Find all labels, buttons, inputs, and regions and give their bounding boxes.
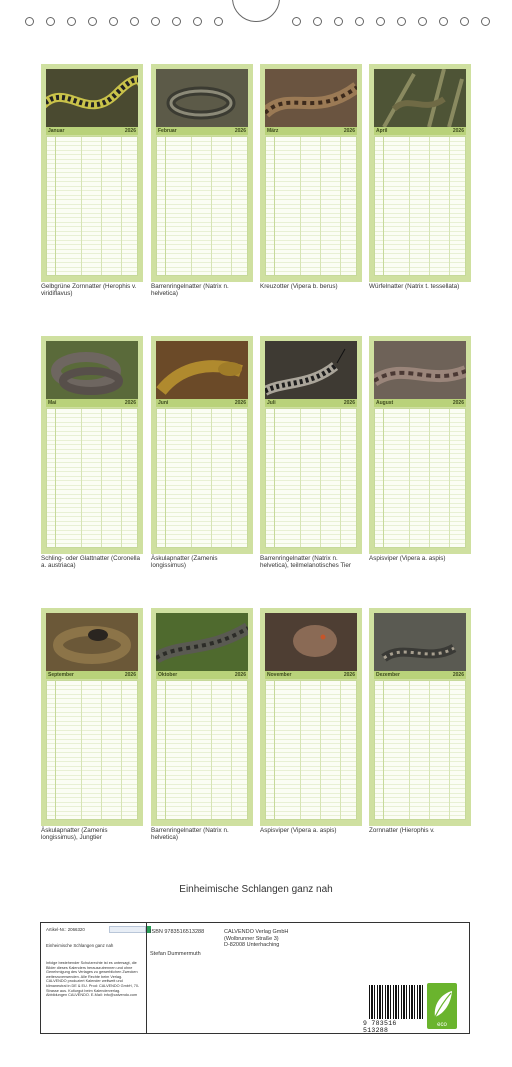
month-caption: Zornnatter (Hierophis v.: [369, 827, 435, 834]
month-name: September: [48, 671, 74, 678]
day-grid: [156, 408, 248, 548]
month-panel-mai: [41, 336, 143, 554]
month-header: [265, 127, 357, 135]
publisher-street: (Wolbrunner Straße 3): [224, 935, 279, 942]
month-header: [265, 671, 357, 679]
binding-hole: [460, 17, 469, 26]
day-grid: [46, 408, 138, 548]
month-caption: Barrenringelnatter (Natrix n. helvetica), teilmelanotisches Tier: [260, 555, 351, 570]
month-header: [374, 671, 466, 679]
binding-hole: [67, 17, 76, 26]
day-grid: [374, 136, 466, 276]
month-name: Dezember: [376, 671, 400, 678]
article-number: Artikel-Nr.: 2066320: [46, 927, 85, 932]
binding-hole: [481, 17, 490, 26]
snake-photo: [46, 69, 138, 127]
snake-photo: [265, 613, 357, 671]
publisher-name: CALVENDO Verlag GmbH: [224, 929, 289, 935]
month-panel-november: [260, 608, 362, 826]
snake-photo: [374, 69, 466, 127]
snake-photo: [265, 341, 357, 399]
binding-hole: [439, 17, 448, 26]
snake-photo: [374, 613, 466, 671]
binding-hole: [46, 17, 55, 26]
month-caption: Äskulapnatter (Zamenis longissimus), Jungtier: [41, 827, 108, 842]
month-year: 2026: [343, 127, 355, 134]
day-grid: [265, 136, 357, 276]
month-panel-september: [41, 608, 143, 826]
month-name: November: [267, 671, 292, 678]
barcode-bars: [369, 985, 423, 1019]
month-caption: Schling- oder Glattnatter (Coronella a. austriaca): [41, 555, 141, 570]
binding-hole: [355, 17, 364, 26]
binding-hole: [88, 17, 97, 26]
month-header: [374, 127, 466, 135]
day-grid: [265, 680, 357, 820]
month-caption: Gelbgrüne Zornnatter (Herophis v. viridiflavus): [41, 283, 137, 298]
month-header: [46, 127, 138, 135]
binding-hole: [292, 17, 301, 26]
month-header: [374, 399, 466, 407]
month-header: [46, 671, 138, 679]
month-header: [265, 399, 357, 407]
month-year: 2026: [124, 127, 136, 134]
month-year: 2026: [452, 399, 464, 406]
day-grid: [265, 408, 357, 548]
month-name: Mai: [48, 399, 57, 406]
day-grid: [374, 680, 466, 820]
snake-photo: [156, 69, 248, 127]
day-grid: [156, 680, 248, 820]
binding-hole: [397, 17, 406, 26]
month-header: [156, 399, 248, 407]
calendar-title: Einheimische Schlangen ganz nah: [179, 884, 333, 895]
binding-hole: [214, 17, 223, 26]
month-year: 2026: [124, 399, 136, 406]
month-year: 2026: [343, 399, 355, 406]
eco-badge: [427, 983, 457, 1029]
binding-hole: [313, 17, 322, 26]
divider: [146, 923, 147, 1033]
binding-hole: [334, 17, 343, 26]
month-name: Januar: [48, 127, 65, 134]
month-caption: Barrenringelnatter (Natrix n. helvetica): [151, 283, 229, 298]
day-grid: [46, 136, 138, 276]
snake-photo: [374, 341, 466, 399]
month-name: März: [267, 127, 279, 134]
month-panel-januar: [41, 64, 143, 282]
author: Stefan Dummermuth: [150, 951, 201, 957]
barcode-number: 9 783516 513288: [363, 1020, 397, 1034]
month-year: 2026: [234, 399, 246, 406]
eco-label: eco: [437, 1022, 447, 1028]
snake-photo: [156, 341, 248, 399]
month-header: [156, 127, 248, 135]
month-panel-juni: [151, 336, 253, 554]
binding-hole: [376, 17, 385, 26]
publisher-city: D-82008 Unterhaching: [224, 942, 280, 948]
product-title: Einheimische Schlangen ganz nah: [46, 943, 114, 948]
binding-strip: [0, 0, 512, 42]
day-grid: [374, 408, 466, 548]
month-name: Juni: [158, 399, 169, 406]
month-panel-oktober: [151, 608, 253, 826]
month-panel-maerz: [260, 64, 362, 282]
month-panel-juli: [260, 336, 362, 554]
binding-hole: [193, 17, 202, 26]
month-year: 2026: [343, 671, 355, 678]
month-panel-august: [369, 336, 471, 554]
month-year: 2026: [452, 671, 464, 678]
isbn: ISBN 9783516513288: [150, 929, 205, 935]
day-grid: [46, 680, 138, 820]
calvendo-logo: [109, 926, 146, 933]
month-name: Oktober: [158, 671, 178, 678]
binding-hole: [130, 17, 139, 26]
binding-hole: [25, 17, 34, 26]
month-name: Juli: [267, 399, 276, 406]
month-caption: Aspisviper (Vipera a. aspis): [260, 827, 337, 834]
month-name: August: [376, 399, 394, 406]
month-caption: Barrenringelnatter (Natrix n. helvetica): [151, 827, 229, 842]
month-panel-februar: [151, 64, 253, 282]
month-year: 2026: [234, 127, 246, 134]
month-caption: Äskulapnatter (Zamenis longissimus): [151, 555, 218, 570]
month-year: 2026: [234, 671, 246, 678]
snake-photo: [156, 613, 248, 671]
month-caption: Kreuzotter (Vipera b. berus): [260, 283, 338, 290]
snake-photo: [46, 341, 138, 399]
binding-hole: [109, 17, 118, 26]
month-panel-april: [369, 64, 471, 282]
month-panel-dezember: [369, 608, 471, 826]
month-year: 2026: [452, 127, 464, 134]
day-grid: [156, 136, 248, 276]
binding-hole: [418, 17, 427, 26]
isbn-barcode: [363, 985, 425, 1034]
hanger-cutout: [232, 0, 280, 22]
leaf-icon: [427, 983, 457, 1029]
month-name: Februar: [158, 127, 177, 134]
month-caption: Aspisviper (Vipera a. aspis): [369, 555, 446, 562]
month-name: April: [376, 127, 388, 134]
snake-photo: [265, 69, 357, 127]
month-year: 2026: [124, 671, 136, 678]
binding-hole: [151, 17, 160, 26]
month-header: [46, 399, 138, 407]
legal-text: Infolge bestehender Schutzrechte ist es untersagt, die Bilder dieses Kalenders herauszutrennen und ohne Genehmigung des Verlages zu gewerblichen Zwecken weiterzuverwenden. Alle Rechte beim Verlag. CALVENDO produziert Kalender weltweit und klimaneutral in DE & EU. Prod: CALVENDO GmbH, 70-Strasse aus. Kulturgut beim Kalenderverlag. Abbildungen CALVENDO. E-Mail: info@calvendo.com: [46, 961, 140, 998]
month-caption: Würfelnatter (Natrix t. tessellata): [369, 283, 460, 290]
month-header: [156, 671, 248, 679]
snake-photo: [46, 613, 138, 671]
binding-hole: [172, 17, 181, 26]
